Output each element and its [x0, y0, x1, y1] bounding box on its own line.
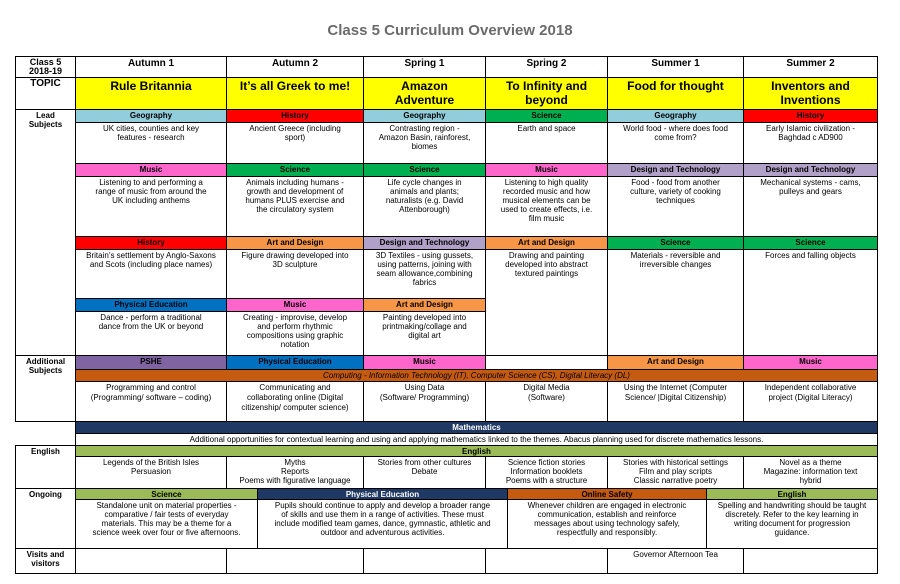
subject-text: UK cities, counties and key features - research	[102, 124, 200, 142]
subject-text: Drawing and painting developed into abstract textured paintings	[505, 251, 588, 278]
english-cell: Myths Reports Poems with figurative language	[226, 456, 364, 489]
topic-title: Amazon Adventure	[363, 77, 486, 110]
mathematics-text: Additional opportunities for contextual learning and using and applying mathematics linked to the themes. Abacus planning used for discrete mathematics lessons.	[75, 433, 878, 446]
subject-art-and-design: Art and Design	[226, 236, 364, 250]
subject-text: Life cycle changes in animals and plants; naturalists (e.g. David Attenborough)	[385, 178, 464, 214]
subject-pshe: PSHE	[75, 355, 227, 370]
visits-cell	[485, 548, 608, 574]
subject-physical-education: Physical Education	[226, 355, 364, 370]
subject-text: Britain’s settlement by Anglo-Saxons and Scots (including place names)	[86, 251, 216, 269]
subject-text: Earth and space	[517, 124, 576, 133]
subject-geography: Geography	[75, 109, 227, 123]
subject-science: Science	[607, 236, 744, 250]
term-header: Summer 1	[607, 56, 744, 78]
page-title: Class 5 Curriculum Overview 2018	[327, 22, 573, 39]
subject-text: Dance - perform a traditional dance from the UK or beyond	[98, 313, 204, 331]
subject-music: Music	[485, 163, 608, 177]
subject-science: Science	[75, 488, 258, 500]
topic-label: TOPIC	[15, 77, 76, 110]
subject-text: Contrasting region - Amazon Basin, rainforest, biomes	[378, 124, 471, 151]
english-cell: Stories with historical settings Film and play scripts Classic narrative poetry	[607, 456, 744, 489]
subject-text: World food - where does food come from?	[623, 124, 728, 142]
class-label: Class 5 2018-19	[15, 56, 76, 78]
term-header: Autumn 1	[75, 56, 227, 78]
subject-history: History	[226, 109, 364, 123]
ongoing-text: Whenever children are engaged in electronic communication, establish and reinforce messages about using technology safely, respectfully and responsibly.	[507, 499, 707, 549]
subject-science: Science	[363, 163, 486, 177]
empty-cell	[485, 355, 608, 370]
subject-text: 3D Textiles - using gussets, using patterns, joining with seam allowance,combining fabrics	[375, 251, 474, 287]
topic-title: Rule Britannia	[75, 77, 227, 110]
computing-cell: Communicating and collaborating online (Digital citizenship/ computer science)	[226, 381, 364, 422]
subject-text: Listening to and performing a range of music from around the UK including anthems	[95, 178, 207, 205]
topic-title: To Infinity and beyond	[485, 77, 608, 110]
ongoing-text: Pupils should continue to apply and develop a broader range of skills and use them in a range of activities. These must include modified team games, dance, gymnastic, athletic and outdoor and adventurous activities.	[257, 499, 508, 549]
subject-art-and-design: Art and Design	[607, 355, 744, 370]
computing-banner: Computing - Information Technology (IT), Computer Science (CS), Digital Literacy (DL)	[75, 369, 878, 382]
subject-text: Painting developed into printmaking/collage and digital art	[382, 313, 467, 340]
subject-music: Music	[743, 355, 878, 370]
subject-text: Early Islamic civilization - Baghdad c AD900	[766, 124, 855, 142]
subject-science: Science	[226, 163, 364, 177]
term-header: Spring 1	[363, 56, 486, 78]
english-cell: Novel as a theme Magazine: information text hybrid	[743, 456, 878, 489]
subject-text: Animals including humans - growth and development of humans PLUS exercise and the circulatory system	[245, 178, 345, 214]
term-header: Summer 2	[743, 56, 878, 78]
subject-art-and-design: Art and Design	[485, 236, 608, 250]
computing-cell: Using Data (Software/ Programming)	[363, 381, 486, 422]
subject-geography: Geography	[607, 109, 744, 123]
subject-music: Music	[226, 298, 364, 312]
subject-history: History	[743, 109, 878, 123]
visits-cell	[226, 548, 364, 574]
subject-english: English	[706, 488, 878, 500]
subject-design-and-technology: Design and Technology	[363, 236, 486, 250]
subject-text: Ancient Greece (including sport)	[249, 124, 341, 142]
subject-geography: Geography	[363, 109, 486, 123]
subject-design-and-technology: Design and Technology	[607, 163, 744, 177]
subject-design-and-technology: Design and Technology	[743, 163, 878, 177]
term-header: Spring 2	[485, 56, 608, 78]
subject-history: History	[75, 236, 227, 250]
ongoing-label: Ongoing	[15, 488, 76, 549]
visits-label: Visits and visitors	[15, 548, 76, 574]
visits-cell	[75, 548, 227, 574]
topic-title: Inventors and Inventions	[743, 77, 878, 110]
subject-text: Figure drawing developed into 3D sculpture	[241, 251, 349, 269]
visits-cell	[743, 548, 878, 574]
ongoing-text: Spelling and handwriting should be taught discretely. Refer to the key learning in writing document for progression guidance.	[706, 499, 878, 549]
subject-physical-education: Physical Education	[75, 298, 227, 312]
subject-physical-education: Physical Education	[257, 488, 508, 500]
subject-text: Materials - reversible and irreversible changes	[630, 251, 721, 269]
english-label: English	[15, 445, 76, 489]
computing-cell: Using the Internet (Computer Science/ |Digital Citizenship)	[607, 381, 744, 422]
mathematics-banner: Mathematics	[75, 421, 878, 434]
subject-text: Forces and falling objects	[765, 251, 856, 260]
lead-subjects-label: Lead Subjects	[15, 109, 76, 356]
topic-title: Food for thought	[607, 77, 744, 110]
english-cell: Legends of the British Isles Persuasion	[75, 456, 227, 489]
subject-science: Science	[743, 236, 878, 250]
subject-art-and-design: Art and Design	[363, 298, 486, 312]
ongoing-text: Standalone unit on material properties - comparative / fair tests of everyday materials. This may be a theme for a science week over four or five afternoons.	[75, 499, 258, 549]
subject-music: Music	[363, 355, 486, 370]
subject-text: Listening to high quality recorded music and how musical elements can be used to create effects, i.e. film music	[500, 178, 593, 223]
topic-title: It’s all Greek to me!	[226, 77, 364, 110]
subject-science: Science	[485, 109, 608, 123]
subject-text: Creating - improvise, develop and perform rhythmic compositions using graphic notation	[242, 313, 348, 349]
subject-online-safety: Online Safety	[507, 488, 707, 500]
subject-text: Food - food from another culture, variety of cooking techniques	[630, 178, 721, 205]
subject-music: Music	[75, 163, 227, 177]
english-cell: Science fiction stories Information booklets Poems with a structure	[485, 456, 608, 489]
additional-subjects-label: Additional Subjects	[15, 355, 76, 422]
english-banner: English	[75, 445, 878, 457]
computing-cell: Independent collaborative project (Digital Literacy)	[743, 381, 878, 422]
term-header: Autumn 2	[226, 56, 364, 78]
visits-cell: Governor Afternoon Tea	[607, 548, 744, 574]
subject-text: Mechanical systems - cams, pulleys and gears	[760, 178, 861, 196]
english-cell: Stories from other cultures Debate	[363, 456, 486, 489]
visits-cell	[363, 548, 486, 574]
computing-cell: Digital Media (Software)	[485, 381, 608, 422]
computing-cell: Programming and control (Programming/ software – coding)	[75, 381, 227, 422]
